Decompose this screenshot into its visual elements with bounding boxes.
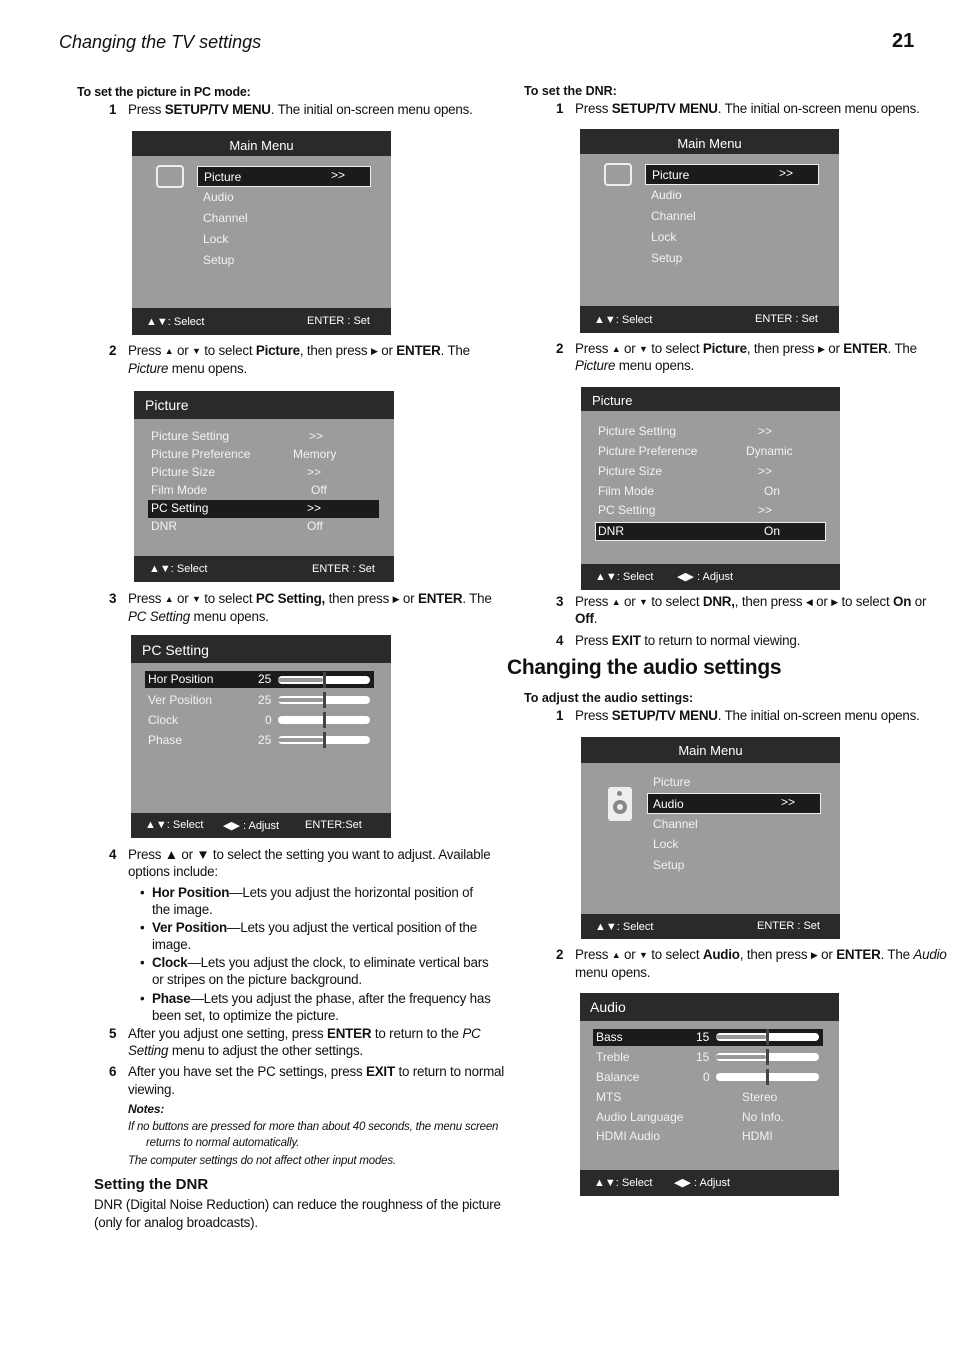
osd-item: Audio bbox=[203, 190, 234, 204]
osd-footer: ▲▼: Select ◀▶ : Adjust bbox=[580, 1170, 839, 1196]
osd-item: Channel bbox=[203, 211, 248, 225]
osd-highlight: PC Setting >> bbox=[148, 500, 379, 518]
osd-main-menu bbox=[132, 131, 391, 335]
osd-item: Setup bbox=[203, 253, 235, 267]
osd-footer: ▲▼: Select ENTER : Set bbox=[132, 308, 391, 335]
osd-title: Main Menu bbox=[581, 737, 840, 763]
balance-slider bbox=[716, 1073, 819, 1081]
osd-item: Lock bbox=[203, 232, 229, 246]
audio-heading: To adjust the audio settings: bbox=[524, 691, 694, 705]
bass-slider bbox=[716, 1033, 819, 1041]
osd-picture-menu: Picture Picture Setting >> Picture Preference Memory Picture Size >> Film Mode Off PC Setting >> DNR Off ▲▼: Select ENTER : Set bbox=[134, 391, 394, 582]
osd-highlight: Picture >> bbox=[645, 164, 819, 185]
osd-title: Picture bbox=[581, 387, 840, 411]
osd-footer: ▲▼: Select ◀▶ : Adjust ENTER:Set bbox=[131, 813, 391, 838]
pc-mode-heading: To set the picture in PC mode: bbox=[77, 85, 251, 99]
osd-footer: ▲▼: Select ENTER : Set bbox=[581, 914, 840, 939]
osd-title: Main Menu bbox=[132, 131, 391, 156]
audio-section-title: Changing the audio settings bbox=[507, 656, 782, 679]
page-number: 21 bbox=[892, 30, 915, 52]
osd-highlight: Audio >> bbox=[647, 793, 821, 814]
osd-picture-menu: Picture Picture Setting >> Picture Preference Dynamic Picture Size >> Film Mode On PC Setting >> DNR On ▲▼: Select ◀▶ : Adjust bbox=[581, 387, 840, 590]
osd-footer: ▲▼: Select ENTER : Set bbox=[580, 306, 839, 333]
osd-title: PC Setting bbox=[131, 635, 391, 663]
dnr-heading: To set the DNR: bbox=[524, 84, 617, 98]
running-header: Changing the TV settings bbox=[59, 32, 262, 52]
osd-footer: ▲▼: Select ◀▶ : Adjust bbox=[581, 564, 840, 590]
osd-main-menu-audio: Main Menu Picture Audio >> Channel Lock Setup ▲▼: Select ENTER : Set bbox=[581, 737, 840, 939]
osd-highlight: Picture >> bbox=[197, 166, 371, 187]
osd-highlight: Hor Position 25 bbox=[145, 671, 374, 688]
clock-slider bbox=[278, 716, 370, 724]
osd-footer: ▲▼: Select ENTER : Set bbox=[134, 556, 394, 582]
osd-audio-menu: Audio Bass 15 Treble 15 Balance 0 MTS Stereo Audio Language No Info. HDMI Audio HDMI ▲▼: Select ◀▶ : Adjust bbox=[580, 993, 839, 1196]
tv-icon bbox=[604, 163, 632, 186]
osd-title: Main Menu bbox=[580, 129, 839, 154]
ver-position-slider bbox=[278, 696, 370, 704]
hor-position-slider bbox=[278, 676, 370, 684]
osd-main-menu: Main Menu Picture >> Audio Channel Lock Setup ▲▼: Select ENTER : Set bbox=[580, 129, 839, 333]
tv-icon bbox=[156, 165, 184, 188]
osd-highlight: Bass 15 bbox=[593, 1029, 823, 1046]
osd-title: Audio bbox=[580, 993, 839, 1021]
section-heading-dnr: Setting the DNR bbox=[94, 1176, 209, 1193]
speaker-icon bbox=[608, 787, 632, 821]
treble-slider bbox=[716, 1053, 819, 1061]
osd-title: Picture bbox=[134, 391, 394, 419]
osd-highlight: DNR On bbox=[595, 522, 826, 541]
phase-slider bbox=[278, 736, 370, 744]
osd-pc-setting: PC Setting Hor Position 25 Ver Position 25 Clock 0 Phase 25 ▲▼: Select ◀▶ : Adjust ENTER:Set bbox=[131, 635, 391, 838]
